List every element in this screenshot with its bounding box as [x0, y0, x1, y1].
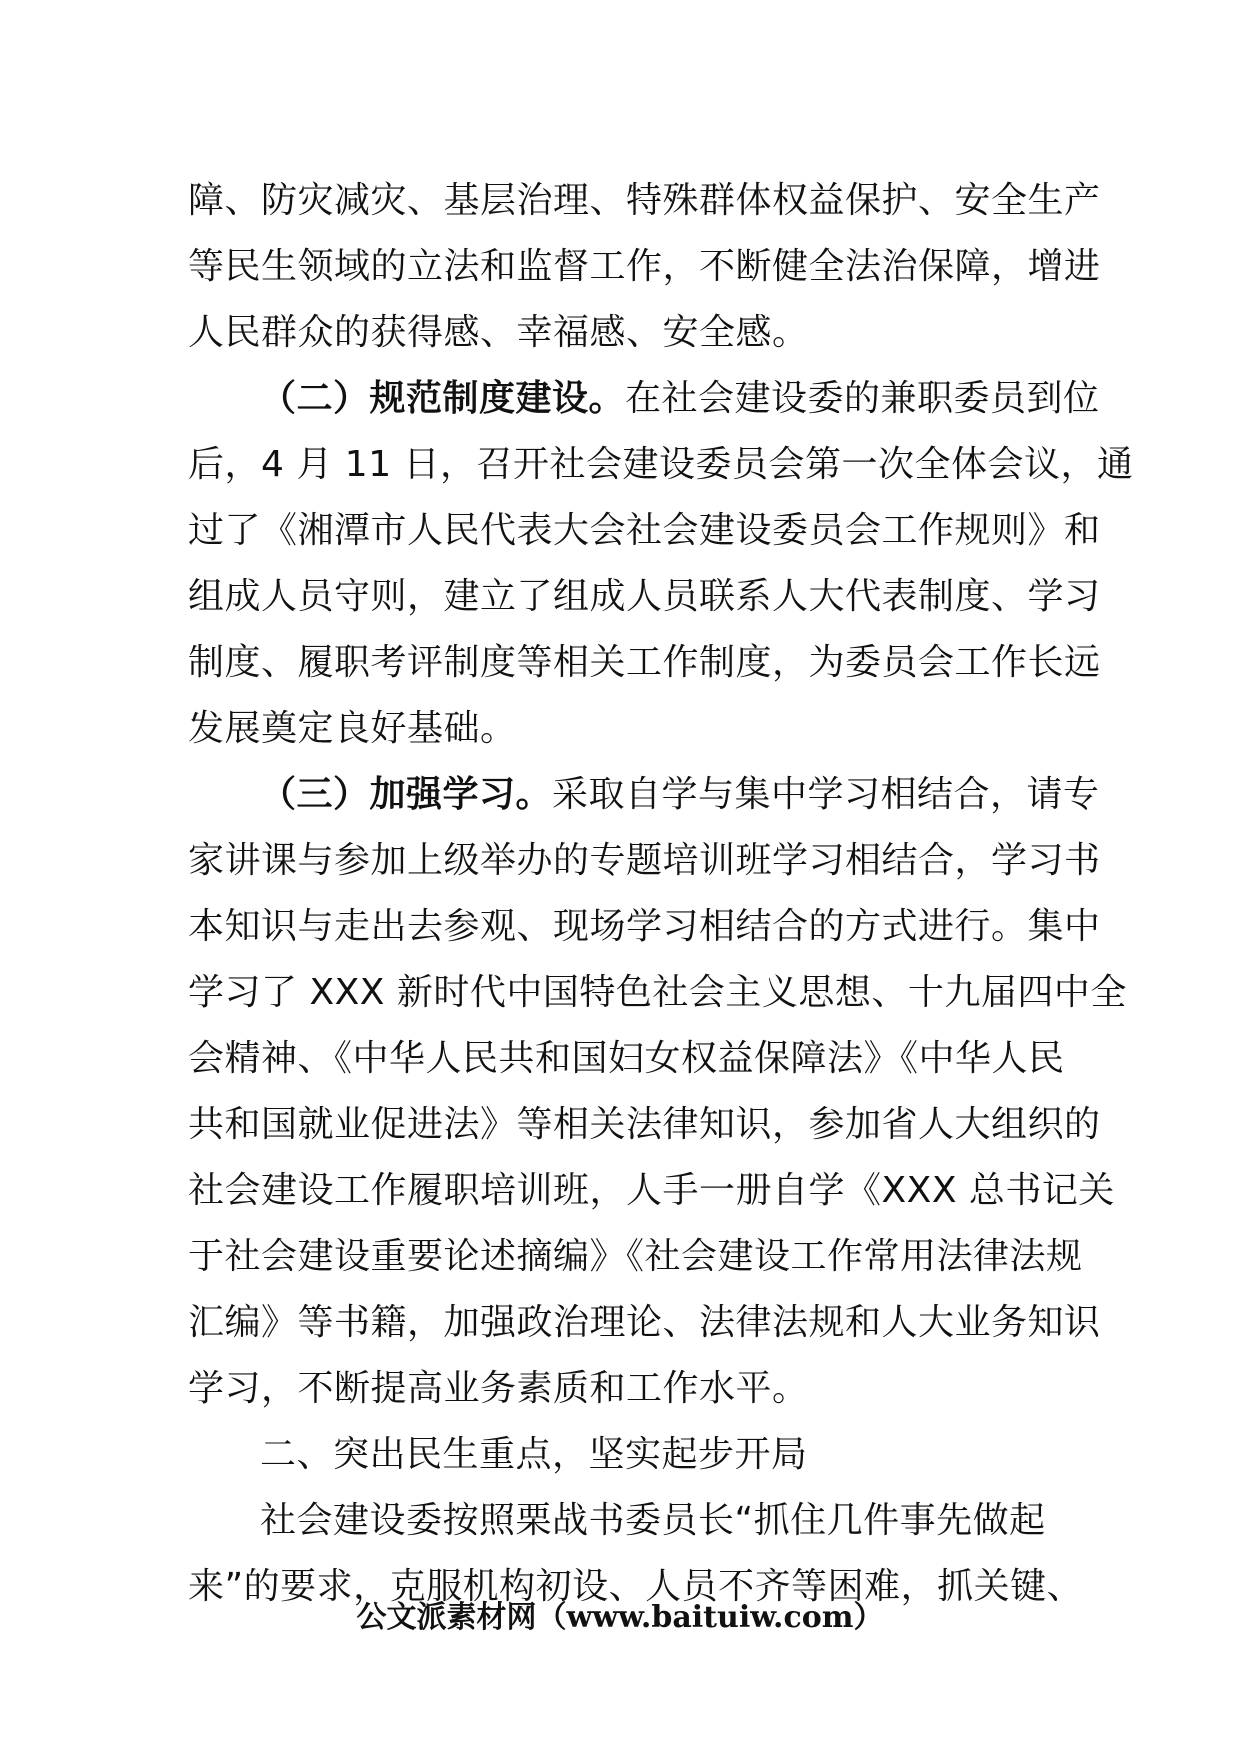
body-line: 学习，不断提高业务素质和工作水平。	[188, 1368, 809, 1409]
body-line: 后，4 月 11 日，召开社会建设委员会第一次全体会议，通	[188, 444, 1134, 485]
body-line: 家讲课与参加上级举办的专题培训班学习相结合，学习书	[188, 840, 1101, 881]
section-heading: （二）规范制度建设。	[260, 378, 626, 419]
body-line: 过了《湘潭市人民代表大会社会建设委员会工作规则》和	[188, 510, 1101, 551]
body-line: 社会建设工作履职培训班，人手一册自学《XXX 总书记关	[188, 1170, 1115, 1211]
body-line: 于社会建设重要论述摘编》《社会建设工作常用法律法规	[188, 1236, 1083, 1277]
section-text: 采取自学与集中学习相结合，请专	[552, 774, 1100, 815]
body-line: 等民生领域的立法和监督工作，不断健全法治保障，增进	[188, 246, 1101, 287]
section-line	[188, 366, 1100, 432]
section-text: 在社会建设委的兼职委员到位	[625, 378, 1100, 419]
body-line: 人民群众的获得感、幸福感、安全感。	[188, 312, 809, 353]
body-line: 学习了 XXX 新时代中国特色社会主义思想、十九届四中全	[188, 972, 1127, 1013]
body-line: 障、防灾减灾、基层治理、特殊群体权益保护、安全生产	[188, 180, 1101, 221]
body-line: 组成人员守则，建立了组成人员联系人大代表制度、学习	[188, 576, 1101, 617]
chapter-heading: 二、突出民生重点，坚实起步开局	[260, 1434, 808, 1475]
body-line: 汇编》等书籍，加强政治理论、法律法规和人大业务知识	[188, 1302, 1101, 1343]
body-line: 会精神、《中华人民共和国妇女权益保障法》《中华人民	[188, 1038, 1065, 1079]
section-heading: （三）加强学习。	[260, 774, 553, 815]
footer-watermark: 公文派素材网（www.baituiw.com）	[356, 1600, 884, 1635]
document-body	[188, 168, 1134, 1620]
section-line	[188, 762, 1100, 828]
paragraph-start-line: 社会建设委按照栗战书委员长“抓住几件事先做起	[260, 1500, 1046, 1541]
body-line: 本知识与走出去参观、现场学习相结合的方式进行。集中	[188, 906, 1101, 947]
body-line: 来”的要求，克服机构初设、人员不齐等困难，抓关键、	[188, 1566, 1084, 1607]
body-line: 发展奠定良好基础。	[188, 708, 517, 749]
body-line: 共和国就业促进法》等相关法律知识，参加省人大组织的	[188, 1104, 1101, 1145]
body-line: 制度、履职考评制度等相关工作制度，为委员会工作长远	[188, 642, 1101, 683]
